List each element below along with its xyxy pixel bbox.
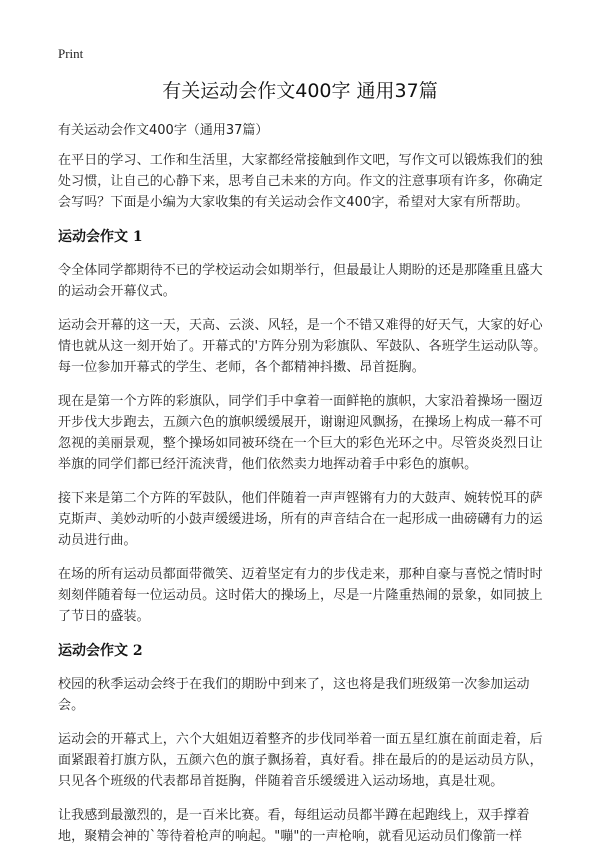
paragraph: 接下来是第二个方阵的军鼓队，他们伴随着一声声铿锵有力的大鼓声、婉转悦耳的萨克斯声、美妙动听的小鼓声缓缓进场，所有的声音结合在一起形成一曲磅礴有力的运动员进行曲。 bbox=[58, 491, 543, 548]
paragraph: 运动会开幕的这一天，天高、云淡、风轻，是一个不错又难得的好天气，大家的好心情也就从这一刻开始了。开幕式的'方阵分别为彩旗队、军鼓队、各班学生运动队等。每一位参加开幕式的学生、老师，各个都精神抖擞、昂首挺胸。 bbox=[58, 318, 547, 375]
page-subtitle: 有关运动会作文400字（通用37篇） bbox=[58, 123, 269, 138]
paragraph: 校园的秋季运动会终于在我们的期盼中到来了，这也将是我们班级第一次参加运动会。 bbox=[58, 677, 530, 713]
page-title: 有关运动会作文400字 通用37篇 bbox=[162, 80, 438, 102]
paragraph: 令全体同学都期待不已的学校运动会如期举行，但最最让人期盼的还是那隆重且盛大的运动会开幕仪式。 bbox=[58, 263, 543, 299]
print-link[interactable]: Print bbox=[58, 46, 84, 61]
essay-section-2 bbox=[58, 640, 550, 847]
paragraph: 在场的所有运动员都面带微笑、迈着坚定有力的步伐走来，那种自豪与喜悦之情时时刻刻伴随着每一位运动员。这时偌大的操场上，尽是一片隆重热闹的景象，如同披上了节日的盛装。 bbox=[58, 567, 543, 624]
essay-section-1 bbox=[58, 226, 550, 627]
paragraph: 运动会的开幕式上，六个大姐姐迈着整齐的步伐同举着一面五星红旗在前面走着，后面紧跟着打旗方队，五颜六色的旗子飘扬着，真好看。排在最后的的是运动员方队，只见各个班级的代表都昂首挺胸，伴随着音乐缓缓进入运动场地，真是壮观。 bbox=[58, 732, 543, 789]
section-heading: 运动会作文 2 bbox=[58, 643, 143, 659]
paragraph: 现在是第一个方阵的彩旗队，同学们手中拿着一面鲜艳的旗帜，大家沿着操场一圈迈开步伐大步跑去，五颜六色的旗帜缓缓展开，谢谢迎风飘扬，在操场上构成一幕不可忽视的美丽景观，整个操场如同被环绕在一个巨大的彩色光环之中。尽管炎炎烈日让举旗的同学们都已经汗流浃背，他们依然卖力地挥动着手中彩色的旗帜。 bbox=[58, 394, 543, 472]
section-heading: 运动会作文 1 bbox=[58, 229, 143, 245]
article-body bbox=[58, 150, 550, 860]
intro-paragraph: 在平日的学习、工作和生活里，大家都经常接触到作文吧，写作文可以锻炼我们的独处习惯，让自己的心静下来，思考自己未来的方向。作文的注意事项有许多，你确定会写吗？下面是小编为大家收集的有关运动会作文400字，希望对大家有所帮助。 bbox=[58, 153, 543, 210]
paragraph: 让我感到最激烈的，是一百米比赛。看，每组运动员都半蹲在起跑线上，双手撑着地，聚精会神的`等待着枪声的响起。"嘣"的一声枪响，就看见运动员们像箭一样 bbox=[58, 808, 530, 844]
